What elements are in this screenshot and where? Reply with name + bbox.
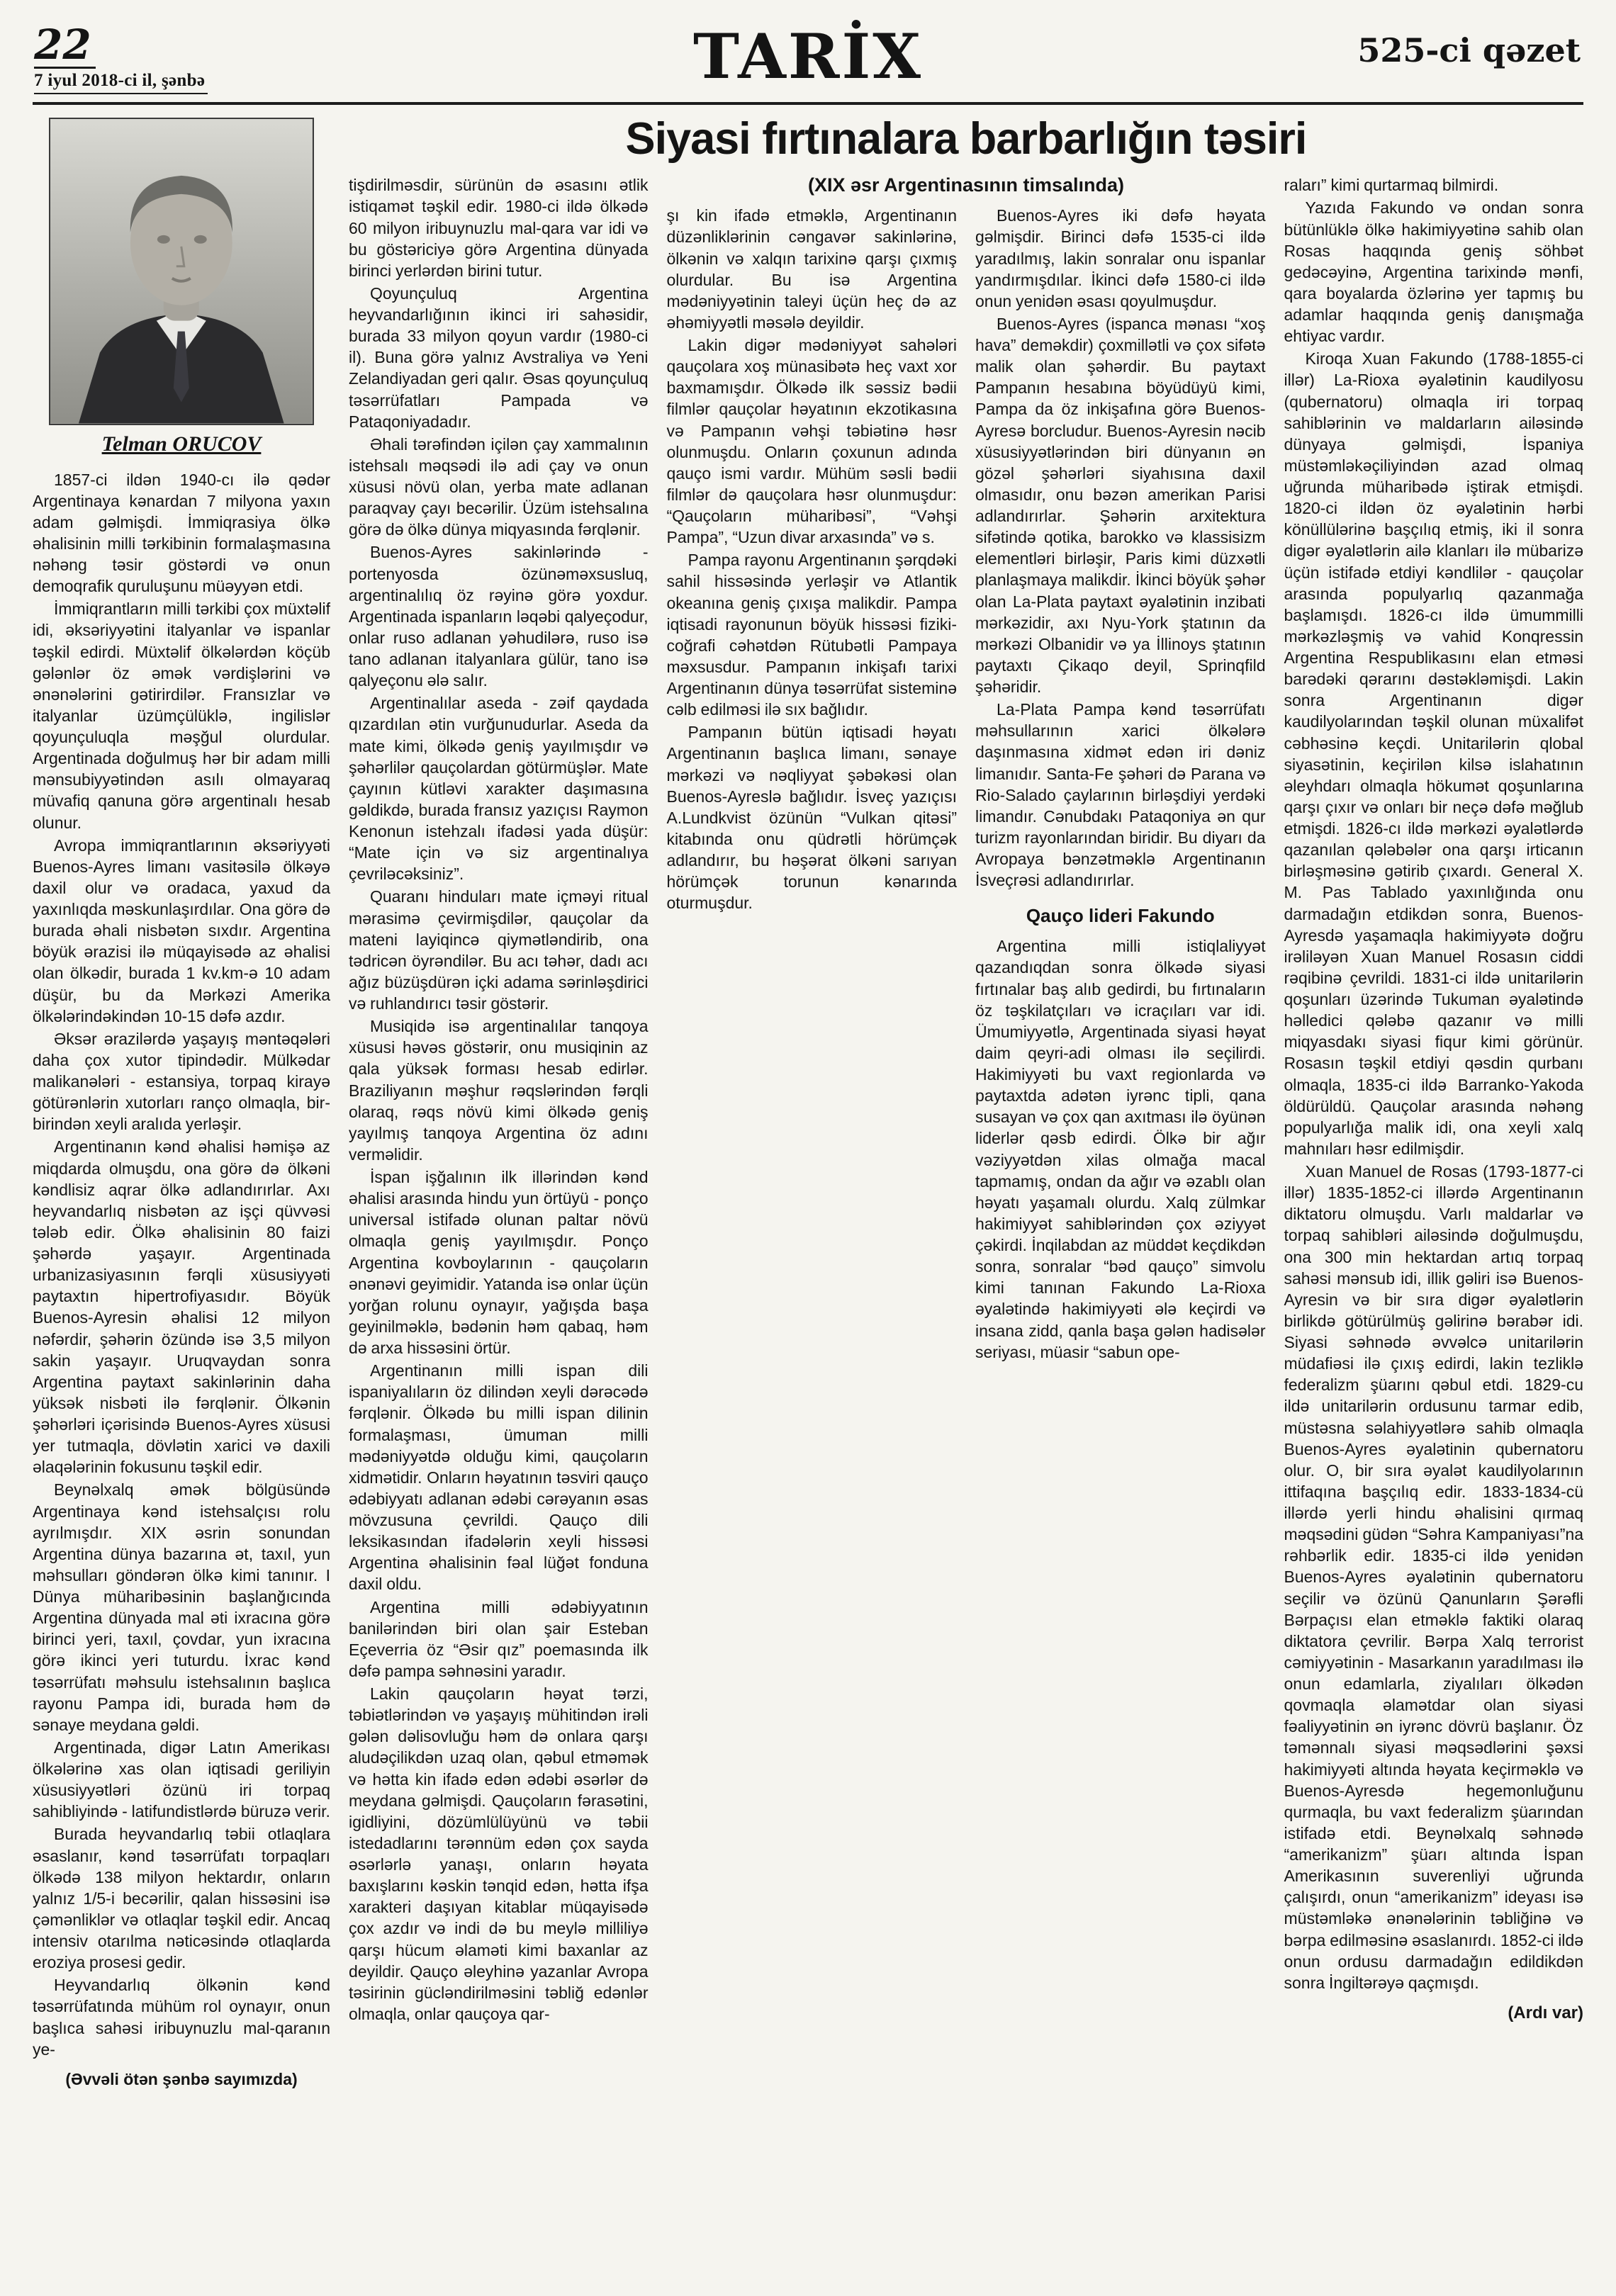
article-body	[33, 115, 1583, 2089]
paragraph: Lakin digər mədəniyyət sahələri qauçolara xoş münasibətə heç vaxt xor baxmamışdır. Ölkədə ilk səssiz bədii filmlər qauçolar həyatının ekzotikasına və Pampanın vəhşi təbiətinə həsr olunmuşdu. Onların çoxunun adında qauço ismi vardır. Mühüm səsli bədii filmlər də qauçolara həsr olunmuşdur: “Qauçoların müharibəsi”, “Vəhşi Pampa”, “Uzun divar arxasında” və s.	[666, 336, 957, 547]
issue-number: 525-ci qəzet	[1357, 31, 1581, 69]
column-3	[667, 205, 958, 2089]
header-rule	[33, 102, 1583, 105]
paragraph: Argentinada, digər Latın Amerikası ölkələrinə xas olan iqtisadi geriliyin xüsusiyyətləri özünü iri torpaq sahibliyində - latifundistlərdə büruzə verir.	[33, 1738, 330, 1821]
paragraph: Kiroqa Xuan Fakundo (1788-1855-ci illər) La-Rioxa əyalətinin kaudilyosu (qubernatoru) olmaqla iri torpaq sahiblərinin və maldarların ailəsində dünyaya gəlmişdi, İspaniya müstəmləkəçiliyindən azad olmaq uğrunda müharibədə iştirak etmişdi. 1820-ci ildən öz əyalətinin hərbi könüllülərinə başçılıq etmiş, iki il sonra digər əyalətlərin ailə klanları ilə mübarizə üçün istifadə etdiyi kəndlilər - qauçolar arasında populyarlıq qazanmağa başlamışdı. 1826-cı ildə ümummilli mərkəzləşmiş və vahid Konqressin Argentina Respublikasını elan etməsi barədəki qərarını dəstəkləmişdi. Lakin sonra Argentinanın digər kaudilyolarından təşkil olunan müxalifət cəbhəsinə keçdi. Unitarilərin qlobal siyasətinin, keçirilən kilsə islahatının əleyhdarı olmaqla hökumət qoşunlarına qarşı çıxır və onları bir neçə dəfə məğlub etmişdi. 1826-cı ildə mərkəzi əyalətlərdə qazanılan qələbələr ona qarşı irticanın birləşməsinə gətirib çıxardı. General X. M. Pas Tablado yaxınlığında onu darmadağın etdikdən sonra, Buenos-Ayresdə yaşamaqla hakimiyyətə doğru irəliləyən Xuan Manuel Rosasın ciddi rəqibinə çevrildi. 1831-ci ildə unitarilərin qoşunları üzərində Tukuman əyalətində həlledici qələbə qazanır və milli miqyasdakı siyasi fiqur kimi görünür. Rosasın təşkil etdiyi qəsdin qurbanı olmaqla, 1835-ci ildə Barranko-Yakoda öldürüldü. Qauçolar arasında nəhəng populyarlığa malik idi, ona xeyli xalq mahnıları həsr edilmişdir.	[1284, 349, 1583, 1158]
paragraph: Əksər ərazilərdə yaşayış məntəqələri daha çox xutor tipindədir. Mülkədar malikanələri - estansiya, torpaq kirayə götürənlərin xutorları rançо olmaqla, bir-birindən xeyli aralıda yerləşir.	[33, 1029, 330, 1134]
dateline: 7 iyul 2018-ci il, şənbə	[34, 69, 208, 94]
paragraph: Beynəlxalq əmək bölgüsündə Argentinaya kənd istehsalçısı rolu ayrılmışdır. XIX əsrin sonundan Argentina dünya bazarına ət, taxıl, yun məhsulları göndərən ölkə kimi tanınır. I Dünya müharibəsinin başlanğıcında Argentina dünyada mal əti ixracına görə birinci yeri, taxıl, çovdar, yun ixracına görə ikinci yeri tuturdu. İxrac kənd təsərrüfatı məhsulu istehsalının başlıca rayonu Pampa idi, burada həm də sənaye meydana gəldi.	[33, 1480, 330, 1734]
paragraph: şı kin ifadə etməklə, Argentinanın düzənliklərinin cəngavər sakinlərinə, ölkənin və xalqın tarixinə qarşı çıxmış olurdular. Bu isə Argentina mədəniyyətinin taleyi üçün heç də az əhəmiyyətli məsələ deyildir.	[666, 206, 957, 332]
article-subhead: (XIX əsr Argentinasının timsalında)	[807, 174, 1125, 196]
paragraph: Heyvandarlıq ölkənin kənd təsərrüfatında mühüm rol oynayır, onun başlıca sahəsi iribuynuzlu mal-qaranın ye-	[33, 1976, 330, 2059]
page-header	[33, 20, 1583, 98]
paragraph: Yazıda Fakundo və ondan sonra bütünlüklə ölkə hakimiyyətinə sahib olan Rosas haqqında geniş söhbət gedəcəyinə, Argentina tarixində mənfi, qara boyalarda özlərinə yer tapmış bu adamlar haqqında geniş danışmağa ehtiyac vardır.	[1284, 198, 1583, 346]
portrait-photo-icon	[50, 119, 313, 424]
paragraph: Argentina milli ədəbiyyatının banilərindən biri olan şair Esteban Eçeverria öz “Əsir qız” poemasında ilk dəfə pampa səhnəsini yaradır.	[349, 1597, 649, 1680]
paragraph: Argentinalılar aseda - zəif qaydada qızardılan ətin vurğunudurlar. Aseda da mate kimi, ölkədə geniş yayılmışdır və şəhərlilər qauçolardan götürmüşlər. Mate çayının kütləvi xarakter daşımasına gəldikdə, burada fransız yazıçısı Raymon Kenonun istehzalı ifadəsi yada düşür: “Mate için və siz argentinalıya çevriləcəksiniz”.	[349, 694, 649, 884]
paragraph: Qoyunçuluq Argentina heyvandarlığının ikinci iri sahəsidir, burada 33 milyon qoyun vardır (1980-ci il). Buna görə yalnız Avstraliya və Yeni Zelandiyadan geri qalır. Əsas qoyunçuluq təsərrüfatları Pampada və Pataqoniyadadır.	[349, 283, 649, 431]
paragraph: Buenos-Ayres (ispanca mənası “xoş hava” deməkdir) çoxmillətli və çox sifətə malik olan şəhərdir. Bu paytaxt Pampanın hesabına böyüdüyü kimi, Pampa da öz inkişafına görə Buenos-Ayresə borcludur. Buenos-Ayresin nəcib xüsusiyyətlərindən biri dünyanın ən gözəl şəhərləri siyahısına daxil olmasıdır, onu bəzən amerikan Parisi adlandırırlar. Şəhərin arxitektura sifətində qotika, barokko və klassisizm elementləri birləşir, Paris kimi düzxətli planlaşmaya malikdir. İkinci böyük şəhər olan La-Plata paytaxt əyalətinin inzibati mərkəzidir, axı Nyu-York ştatının da mərkəzi Olbanidir və ya İllinoys ştatının paytaxtı Çikaqo deyil, Sprinqfild şəhəridir.	[975, 314, 1266, 696]
continued-from-note: (Əvvəli ötən şənbə sayımızda)	[65, 2069, 298, 2088]
paragraph: Musiqidə isə argentinalılar tanqoya xüsusi həvəs göstərir, onu musiqinin az qala yüksək forması hesab edirlər. Braziliyanın məşhur rəqslərindən fərqli olaraq, rəqs növü kimi ölkədə geniş yayılmış tanqoya Argentina öz adını verməlidir.	[349, 1017, 649, 1164]
section-masthead	[33, 20, 1583, 93]
section-heading: Qauço lideri Fakundo	[1026, 905, 1215, 927]
paragraph: raları” kimi qurtarmaq bilmirdi.	[1284, 176, 1499, 195]
paragraph: Argentinanın milli ispan dili ispaniyalıların öz dilindən xeyli dərəcədə fərqlənir. Ölkədə bu milli ispan dilinin formalaşması, ümuman milli mədəniyyətdə olduğu kimi, qauçoların xidmətidir. Onların həyatının təsviri qauço ədəbiyyatı adlanan ədəbi cərəyanın əsas mövzusuna çevrildi. Qauço dili leksikasından ifadələrin xeyli hissəsi Argentina əhalisinin fəal lüğət fonduna daxil oldu.	[349, 1361, 649, 1594]
paragraph: Avropa immiqrantlarının əksəriyyəti Buenos-Ayres limanı vasitəsilə ölkəyə daxil olur və oradaca, yaxud da yaxınlıqda məskunlaşırdılar. Ona görə də burada əhali nisbətən sıxdır. Argentina böyük ərazisi ilə müqayisədə az əhalisi olan ölkədir, burada 1 kv.km-ə 10 adam düşür, bu da Mərkəzi Amerika ölkələrindəkindən 10-15 dəfə azdır.	[33, 835, 330, 1025]
mid-columns	[667, 205, 1266, 2089]
column-4	[975, 205, 1266, 2089]
paragraph: La-Plata Pampa kənd təsərrüfatı məhsullarının xarici ölkələrə daşınmasına xidmət edən iri dəniz limanıdır. Santa-Fe şəhəri də Parana və Rio-Salado çaylarının birləşdiyi yerdəki limandır. Cənubdakı Pataqoniya ən qur turizm rayonlarından biridir. Bu diyarı da Avropaya bənzətməklə Argentinanın İsveçrəsi adlandırırlar.	[975, 700, 1266, 890]
paragraph: Argentina milli istiqlaliyyət qazandıqdan sonra ölkədə siyasi fırtınalar baş alıb gedirdi, bu fırtınaların öz təşkilatçıları və icraçıları var idi. Ümumiyyətlə, Argentinada siyasi həyat daim qeyri-adi olması ilə seçilirdi. Hakimiyyəti bu vaxt regionlarda və paytaxtda adətən iyrənc tipli, qana susayan və çox qan axıtması ilə öyünən liderlər qəsb edirdi. Ölkə bir ağır vəziyyətdən xilas olmağa macal tapmamış, ondan da ağır və əzablı olan həyatı yaşamalı olurdu. Xalq zülmkar hakimiyyət sahiblərindən çox əziyyət çəkirdi. İnqilabdan az müddət keçdikdən sonra, sonralar “bəd qauço” simvolu kimi tanınan Fakundo La-Rioxa əyalətində hakimiyyəti ələ keçirdi və insana zidd, qanla başa gələn hadisələr seriyası, müasir “sabun ope-	[975, 937, 1266, 1361]
author-photo	[49, 118, 314, 425]
continued-to-note: (Ardı var)	[1508, 2003, 1583, 2022]
paragraph: Pampa rayonu Argentinanın şərqdəki sahil hissəsində yerləşir və Atlantik okeanına geniş çıxışa malikdir. Pampa iqtisadi rayonunun böyük hissəsi fiziki-coğrafi cəhətdən Rütubətli Pampaya məxsusdur. Pampanın inkişafı tarixi Argentinanın dünya təsərrüfat sisteminə cəlb edilməsi ilə sıx bağlıdır.	[666, 551, 957, 719]
page-number: 22	[34, 24, 96, 69]
paragraph: 1857-ci ildən 1940-cı ilə qədər Argentinaya kənardan 7 milyona yaxın adam gəlmişdi. İmmiqrasiya ölkə əhalisinin milli tərkibinin formalaşmasına nəhəng təsir göstərdi və onun demoqrafik quruluşunu müəyyən etdi.	[33, 470, 330, 596]
paragraph: Burada heyvandarlıq təbii otlaqlara əsaslanır, kənd təsərrüfatı torpaqları ölkədə 138 milyon hektardır, onların yalnız 1/5-i becərilir, qalan hissəsini isə çəmənliklər və otlaqlar təşkil edir. Ancaq intensiv otarılma nəticəsində otlaqlarda eroziya prosesi gedir.	[33, 1825, 330, 1972]
article-headline: Siyasi fırtınalara barbarlığın təsiri	[625, 114, 1307, 164]
paragraph: Buenos-Ayres iki dəfə həyata gəlmişdir. Birinci dəfə 1535-ci ildə yaradılmış, lakin sonralar onu ispanlar yandırmışdılar. İkinci dəfə 1580-ci ildə onun yenidən əsası qoyulmuşdur.	[975, 206, 1266, 310]
paragraph: Quaranı hinduları mate içməyi ritual mərasimə çevirmişdilər, qauçolar da mateni layiqincə qiymətləndirib, ona tədricən öyrəndilər. Bu acı təhər, dadı acı ağız büzüşdürən içki adama sərinləşdirici və ruhlandırıcı təsir göstərir.	[349, 887, 649, 1013]
paragraph: Xuan Manuel de Rosas (1793-1877-ci illər) 1835-1852-ci illərdə Argentinanın diktatoru olmuşdu. Varlı maldarlar və torpaq sahibləri ailəsində doğulmuşdu, ona 300 min hektardan artıq torpaq sahəsi mənsub idi, illik gəliri isə Buenos-Ayresin və bir sıra digər əyalətlərin birlikdə götürülmüş gəlirinə bərabər idi. Siyasi səhnədə əvvəlcə unitarilərin müdafiəsi ilə çıxış edirdi, lakin tezliklə federalizm şüarını qəbul etdi. 1829-cu ildə unitarilərin ordusunu tarmar edib, müstəsna səlahiyyətlərə sahib olmaqla Buenos-Ayres əyalətinin qubernatoru olur. O, bir sıra əyalət kaudilyolarının ittifaqına başçılıq edir. 1833-1834-cü illərdə yerli hindu əhalisini qırmaq məqsədini güdən “Səhra Kampaniyası”na rəhbərlik edir. 1835-ci ildə yenidən Buenos-Ayres əyalətinin qubernatoru seçilir və özünü Qanunların Şərəfli Bərpaçısı elan etməklə faktiki olaraq diktatora çevrilir. Bərpa Xalq terrorist cəmiyyətinin - Masarkanın yaradılması ilə onun edamlarla, ziyalıları ölkədən qovmaqla əlamətdar olan siyasi fəaliyyətinin ən iyrənc dövrü başlanır. Öz təmənnalı siyasi məqsədlərini şəxsi hakimiyyəti altında həyata keçirməklə və Buenos-Ayresdə hegemonluğunu qurmaqla, bu vaxt federalizm şüarından istifadə etdi. Beynəlxalq səhnədə “amerikanizm” şüarı altında İspan Amerikasının suverenliyi uğrunda çalışırdı, onun “amerikanizm” ideyası isə müstəmləkə ənənələrinin təbliğinə və bərpa edilməsinə əsaslanırdı. 1852-ci ildə onun ordusu darmadağın edildikdən sonra İngiltərəyə qaçmışdı.	[1284, 1162, 1583, 1992]
subhead-area	[667, 174, 1266, 2089]
paragraph: Buenos-Ayres sakinlərində - portenyosda özünəməxsusluq, argentinalılıq öz rəyinə görə yoxdur. Argentinada ispanların ləqəbi qalyeçodur, onlar ruso adlanan yəhudilərə, ruso isə tano adlanan italyanlara gülür, tano isə qalyeçonu ələ salır.	[349, 543, 649, 690]
masthead-text: TARİX	[692, 20, 924, 93]
column-2	[349, 174, 649, 2089]
text-columns	[349, 174, 1583, 2089]
column-1	[33, 115, 330, 2089]
headline-area	[349, 115, 1583, 2089]
paragraph: Pampanın bütün iqtisadi həyatı Argentinanın başlıca limanı, sənaye mərkəzi və nəqliyyat şəbəkəsi olan Buenos-Ayreslə bağlıdır. İsveç yazıçısı A.Lundkvist özünün “Vulkan qitəsi” kitabında onu qüdrətli hörümçək adlandırır, bu həşərat ölkəni sarıyan hörümçək torunun kənarında oturmuşdur.	[666, 723, 957, 913]
paragraph: tişdirilməsdir, sürünün də əsasını ətlik istiqamət təşkil edir. 1980-ci ildə ölkədə 60 milyon iribuynuzlu mal-qara var idi və bu göstəriciyə görə Argentina dünyada birinci yerlərdən birini tutur.	[349, 176, 649, 280]
column-5	[1284, 174, 1584, 2089]
paragraph: Əhali tərəfindən içilən çay xammalının istehsalı məqsədi ilə adi çay və onun xüsusi növü olan, yerba mate adlanan paraqvay çayı becərilir. Üzüm istehsalına görə də ölkə dünya miqyasında fərqlənir.	[349, 434, 649, 539]
photo-caption: Telman ORUCOV	[101, 432, 262, 456]
paragraph: İmmiqrantların milli tərkibi çox müxtəlif idi, əksəriyyətini italyanlar və ispanlar təşkil edirdi. Müxtəlif ölkələrdən köçüb gələnlər öz əmək vərdişlərini və ənənələrini gətirirdilər. Fransızlar və italyanlar üzümçülüklə, ingilislər qoyunçuluqla məşğul olurdular. Argentinada doğulmuş hər bir adam milli mənsubiyyətindən asılı olmayaraq müvafiq qanuna görə argentinalı hesab olunur.	[33, 600, 330, 832]
paragraph: İspan işğalının ilk illərindən kənd əhalisi arasında hindu yun örtüyü - ponço universal istifadə olunan paltar növü olmaqla geniş yayılmışdır. Ponço Argentina kovboylarının - qauçoların ənənəvi geyimidir. Yatanda isə onlar üçün yorğan rolunu oynayır, yağışda başa geyinilməklə, bədənin həm qabaq, həm də arxa hissəsini örtür.	[349, 1168, 649, 1357]
paragraph: Argentinanın kənd əhalisi həmişə az miqdarda olmuşdu, ona görə də ölkəni kəndlisiz aqrar ölkə adlandırırlar. Axı heyvandarlıq nisbətən az işçi qüvvəsi tələb edir. Ölkə əhalisinin 80 faizi şəhərdə yaşayır. Argentinada urbanizasiyasının fərqli xüsusiyyəti paytaxtın hipertrofiyasıdır. Böyük Buenos-Ayresin əhalisi 12 milyon nəfərdir, şəhərin özündə isə 3,5 milyon sakin yaşayır. Uruqvaydan sonra Argentina paytaxt sakinlərinin daha yüksək nisbəti ilə fərqlənir. Ölkənin şəhərləri içərisində Buenos-Ayres xüsusi yer tutmaqla, dövlətin xarici və daxili əlaqələrinin fokusunu təşkil edir.	[33, 1137, 330, 1477]
paragraph: Lakin qauçoların həyat tərzi, təbiətlərindən və yaşayış mühitindən irəli gələn dəlisovluğu həm də onlara qarşı aludəçilikdən uzaq olan, qəbul etməmək və hətta kin ifadə edən ədəbi əsərlər də meydana gəlmişdi. Qauçoların fərasətini, igidliyini, dözümlülüyünü və təbii istedadlarını tərənnüm edən çox sayda əsərlərlə yanaşı, onların həyata baxışlarını kəskin tənqid edən, hətta ifşa xarakteri daşıyan kitablar müqayisədə çox azdır və indi də bu meylə milliliyə qarşı hücum əlaməti kimi baxanlar az deyildir. Qauço əleyhinə yazanlar Avropa təsirinin gücləndirilməsini təbliğ edənlər olmaqla, onlar qauçoya qar-	[349, 1684, 649, 2023]
